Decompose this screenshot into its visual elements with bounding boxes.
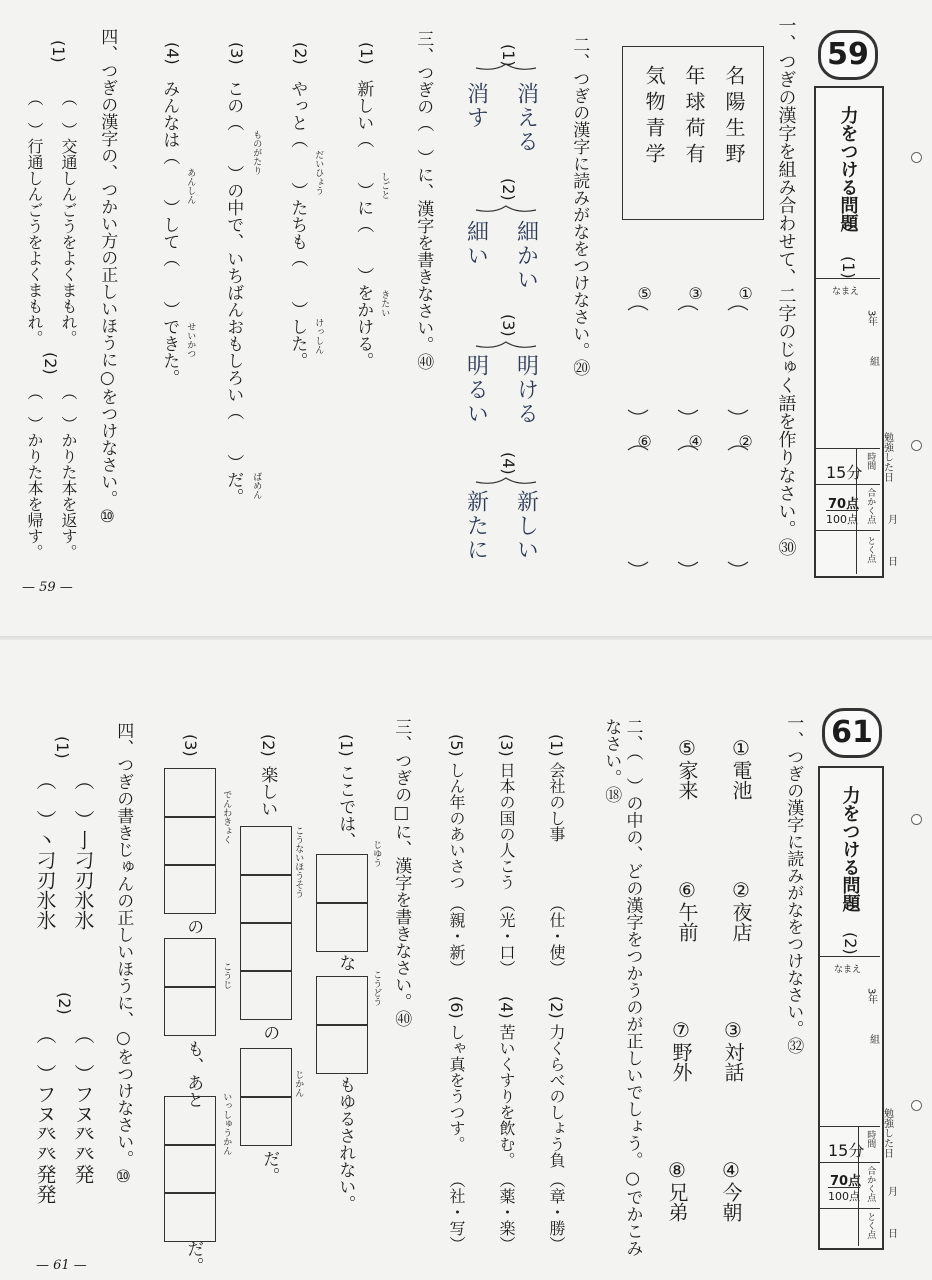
- q4-option: （ ）交通しんごうをよくまもれ。: [59, 90, 78, 346]
- q2-sentence: しん年のあいさつ: [447, 762, 466, 890]
- q2-item-num: (2): [499, 178, 518, 201]
- pass-label: 合かく点: [865, 488, 876, 524]
- answer-num: ③: [686, 284, 705, 303]
- binder-hole: [911, 814, 922, 825]
- q2-word: 明ける: [513, 354, 539, 426]
- q2-item-num: (1): [547, 734, 566, 757]
- q3-item-num: (2): [259, 734, 278, 757]
- name-label: なまえ: [834, 965, 862, 975]
- kanji-square[interactable]: [316, 1024, 368, 1074]
- q3-tail: だ。: [183, 1240, 204, 1274]
- q4-item-num: (2): [41, 352, 60, 375]
- q4-instruction: 四、つぎの漢字の、つかい方の正しいほうに○をつけなさい。⑩: [97, 28, 118, 527]
- ruby: あんしん: [185, 168, 196, 204]
- q4-item-num: (2): [55, 992, 74, 1015]
- time-limit: 15分: [826, 463, 863, 482]
- divider: [818, 1208, 880, 1209]
- q2-word: 新しい: [513, 490, 539, 562]
- kanji-square[interactable]: [164, 864, 216, 914]
- kanji-square[interactable]: [316, 976, 368, 1026]
- q3-pre: 楽しい: [257, 766, 278, 817]
- full-score: 100点: [828, 1187, 860, 1204]
- q3-item-num: (1): [357, 42, 376, 65]
- q3-sentence: 新しい（ ）に（ ）をかける。: [353, 80, 374, 369]
- ruby: じかん: [293, 1070, 304, 1097]
- kumi-label: 組: [867, 1034, 879, 1044]
- grade-label: 3年: [865, 310, 877, 327]
- q2-item-num: (1): [499, 44, 518, 67]
- q2-instruction: 二、（ ）の中の、どの漢字をつかうのが正しいでしょう。○でかこみなさい。⑱: [601, 718, 643, 1257]
- kanji-square[interactable]: [164, 768, 216, 818]
- page-number: — 59 —: [22, 580, 73, 595]
- q1-word: ①電池: [729, 736, 753, 800]
- q4-option: （ ）丶刁刃氷氷: [33, 770, 57, 930]
- ruby: しごと: [379, 172, 390, 199]
- q2-word: 明るい: [463, 354, 489, 426]
- q2-word: 新たに: [463, 490, 489, 562]
- q3-post: もゆるされない。: [335, 1076, 356, 1212]
- q2-item-num: (5): [447, 734, 466, 757]
- ruby: いっしゅうかん: [221, 1092, 232, 1155]
- month-label: 月: [885, 1186, 897, 1196]
- ruby: こうじ: [221, 962, 232, 989]
- score-label: とく点: [865, 536, 876, 563]
- page-badge: 61: [822, 708, 882, 758]
- answer-num: ⑤: [635, 284, 654, 303]
- kanji-square[interactable]: [164, 1192, 216, 1242]
- title-box: [814, 86, 884, 578]
- kanji-square[interactable]: [240, 1096, 292, 1146]
- kanji-box: [622, 46, 764, 220]
- q3-item-num: (2): [291, 42, 310, 65]
- q2-sentence: しゃ真をうつす。: [447, 1024, 466, 1152]
- q2-item-num: (3): [499, 314, 518, 337]
- divider: [818, 1126, 880, 1127]
- q2-sentence: 力くらべのしょう負: [547, 1024, 566, 1168]
- binder-hole: [911, 152, 922, 163]
- q1-word: ⑦野外: [669, 1018, 693, 1082]
- page-number: — 61 —: [36, 1258, 87, 1273]
- q3-item-num: (4): [163, 42, 182, 65]
- divider: [814, 530, 880, 531]
- q3-sentence: やっと（ ）たちも（ ）した。: [287, 80, 308, 369]
- q4-option: （ ）フヌ癶癶発: [71, 1024, 95, 1184]
- answer-num: ②: [736, 432, 755, 451]
- q3-item-num: (3): [227, 42, 246, 65]
- q3-instruction: 三、つぎの□に、漢字を書きなさい。㊵: [391, 718, 412, 1027]
- answer-num: ④: [686, 432, 705, 451]
- kanji-square[interactable]: [240, 1048, 292, 1098]
- q1-word: ⑧兄弟: [665, 1158, 689, 1222]
- q4-option: （ ）フヌ癶癶発発: [33, 1024, 57, 1204]
- q2-options: （薬・楽）: [497, 1172, 516, 1252]
- name-label: なまえ: [832, 287, 860, 297]
- divider: [814, 484, 880, 485]
- pass-score: 70点: [830, 1174, 862, 1189]
- title-box: [818, 766, 884, 1250]
- kanji-square[interactable]: [164, 1144, 216, 1194]
- q2-options: （仕・使）: [547, 896, 566, 976]
- q1-word: ⑤家来: [675, 736, 699, 800]
- ruby: ばめん: [251, 472, 262, 499]
- q3-mid: の: [259, 1024, 280, 1041]
- ruby: ものがたり: [251, 130, 262, 175]
- time-label: 時間: [865, 452, 876, 470]
- q2-item-num: (4): [497, 996, 516, 1019]
- answer-brackets: [620, 300, 770, 590]
- title-number: (1): [839, 256, 858, 279]
- binder-hole: [911, 440, 922, 451]
- ruby: せいかつ: [185, 322, 196, 358]
- q2-word: 消える: [513, 82, 539, 154]
- time-label: 時間: [865, 1130, 876, 1148]
- divider: [818, 956, 880, 957]
- ruby: だいひょう: [313, 150, 324, 195]
- full-score: 100点: [826, 510, 858, 527]
- q3-post: も、あと: [183, 1040, 204, 1108]
- time-limit: 15分: [828, 1141, 865, 1160]
- q4-option: （ ）行通しんごうをよくまもれ。: [25, 90, 44, 346]
- divider: [858, 1126, 859, 1246]
- kanji-square[interactable]: [164, 816, 216, 866]
- kanji-square[interactable]: [240, 874, 292, 924]
- q4-option: （ ）かりた本を返す。: [59, 384, 78, 560]
- pass-score: 70点: [828, 497, 860, 512]
- q3-instruction: 三、つぎの（ ）に、漢字を書きなさい。㊵: [413, 30, 434, 370]
- kanji-square[interactable]: [164, 986, 216, 1036]
- q4-item-num: (1): [53, 736, 72, 759]
- title-number: (2): [841, 932, 860, 955]
- q3-item-num: (1): [337, 734, 356, 757]
- kanji-square[interactable]: [164, 1096, 216, 1146]
- q3-post: だ。: [259, 1150, 280, 1184]
- divider: [814, 278, 880, 279]
- q4-option: （ ）亅刁刃氷氷: [71, 770, 95, 930]
- q2-item-num: (4): [499, 452, 518, 475]
- kanji-square[interactable]: [240, 826, 292, 876]
- q4-item-num: (1): [49, 40, 68, 63]
- day-label: 日: [885, 1228, 897, 1238]
- q2-options: （社・写）: [447, 1172, 466, 1252]
- month-label: 月: [885, 514, 897, 524]
- answer-num: ①: [736, 284, 755, 303]
- q2-item-num: (3): [497, 734, 516, 757]
- divider: [856, 448, 857, 574]
- q2-sentence: 会社のし事: [547, 762, 566, 842]
- q2-sentence: 苦いくすりを飲む。: [497, 1024, 516, 1168]
- q2-sentence: 日本の国の人こう: [497, 762, 516, 890]
- q1-instruction: 一、つぎの漢字に読みがなをつけなさい。㉜: [783, 714, 804, 1054]
- kanji-col: 年球荷有: [682, 65, 706, 169]
- q3-mid: な: [335, 954, 356, 971]
- answer-num: ⑥: [635, 432, 654, 451]
- q3-mid: の: [183, 918, 204, 935]
- pass-label: 合かく点: [865, 1166, 876, 1202]
- title: 力をつける問題: [837, 106, 859, 232]
- q2-instruction: 二、つぎの漢字に読みがなをつけなさい。⑳: [569, 36, 590, 376]
- kanji-col: 気物青学: [642, 65, 666, 169]
- q1-word: ③対話: [721, 1018, 745, 1082]
- ruby: じゆう: [371, 840, 382, 867]
- kanji-col: 名陽生野: [722, 65, 746, 169]
- title: 力をつける問題: [839, 786, 861, 912]
- ruby: きたい: [379, 290, 390, 317]
- divider: [818, 1162, 880, 1163]
- q1-instruction: 一、つぎの漢字を組み合わせて、二字のじゅく語を作りなさい。㉚: [775, 16, 797, 556]
- kanji-square[interactable]: [316, 902, 368, 952]
- q2-word: 細かい: [513, 220, 539, 292]
- kumi-label: 組: [867, 356, 879, 366]
- ruby: こうどう: [371, 970, 382, 1006]
- worksheet-61: [0, 640, 932, 1280]
- q3-sentence: この（ ）の中で、いちばんおもしろい（ ）だ。: [223, 80, 244, 505]
- kanji-square[interactable]: [240, 970, 292, 1020]
- q3-sentence: みんなは（ ）して（ ）できた。: [159, 80, 180, 386]
- kanji-square[interactable]: [316, 854, 368, 904]
- ruby: でんわきょく: [221, 790, 232, 844]
- score-label: とく点: [865, 1212, 876, 1239]
- date-label: 勉強した日: [881, 432, 893, 482]
- q4-option: （ ）かりた本を帰す。: [25, 384, 44, 560]
- grade-label: 3年: [865, 988, 877, 1005]
- ruby: けっしん: [313, 318, 324, 354]
- q2-item-num: (2): [547, 996, 566, 1019]
- kanji-square[interactable]: [164, 938, 216, 988]
- q1-word: ④今朝: [719, 1158, 743, 1222]
- kanji-square[interactable]: [240, 922, 292, 972]
- ruby: こうないほうそう: [293, 826, 304, 898]
- q2-word: 消す: [463, 82, 489, 130]
- q2-item-num: (6): [447, 996, 466, 1019]
- q2-options: （親・新）: [447, 896, 466, 976]
- divider: [814, 448, 880, 449]
- q1-word: ②夜店: [729, 878, 753, 942]
- q1-word: ⑥午前: [675, 878, 699, 942]
- q2-options: （光・口）: [497, 896, 516, 976]
- q4-instruction: 四、つぎの書きじゅんの正しいほうに、○をつけなさい。⑩: [113, 722, 134, 1187]
- q2-word: 細い: [463, 220, 489, 268]
- q2-braces: [470, 60, 550, 580]
- page-badge: 59: [818, 30, 878, 80]
- q3-item-num: (3): [181, 734, 200, 757]
- day-label: 日: [885, 556, 897, 566]
- q3-pre: ここでは、: [335, 764, 356, 849]
- date-label: 勉強した日: [881, 1108, 893, 1158]
- q2-options: （章・勝）: [547, 1172, 566, 1252]
- binder-hole: [911, 1100, 922, 1111]
